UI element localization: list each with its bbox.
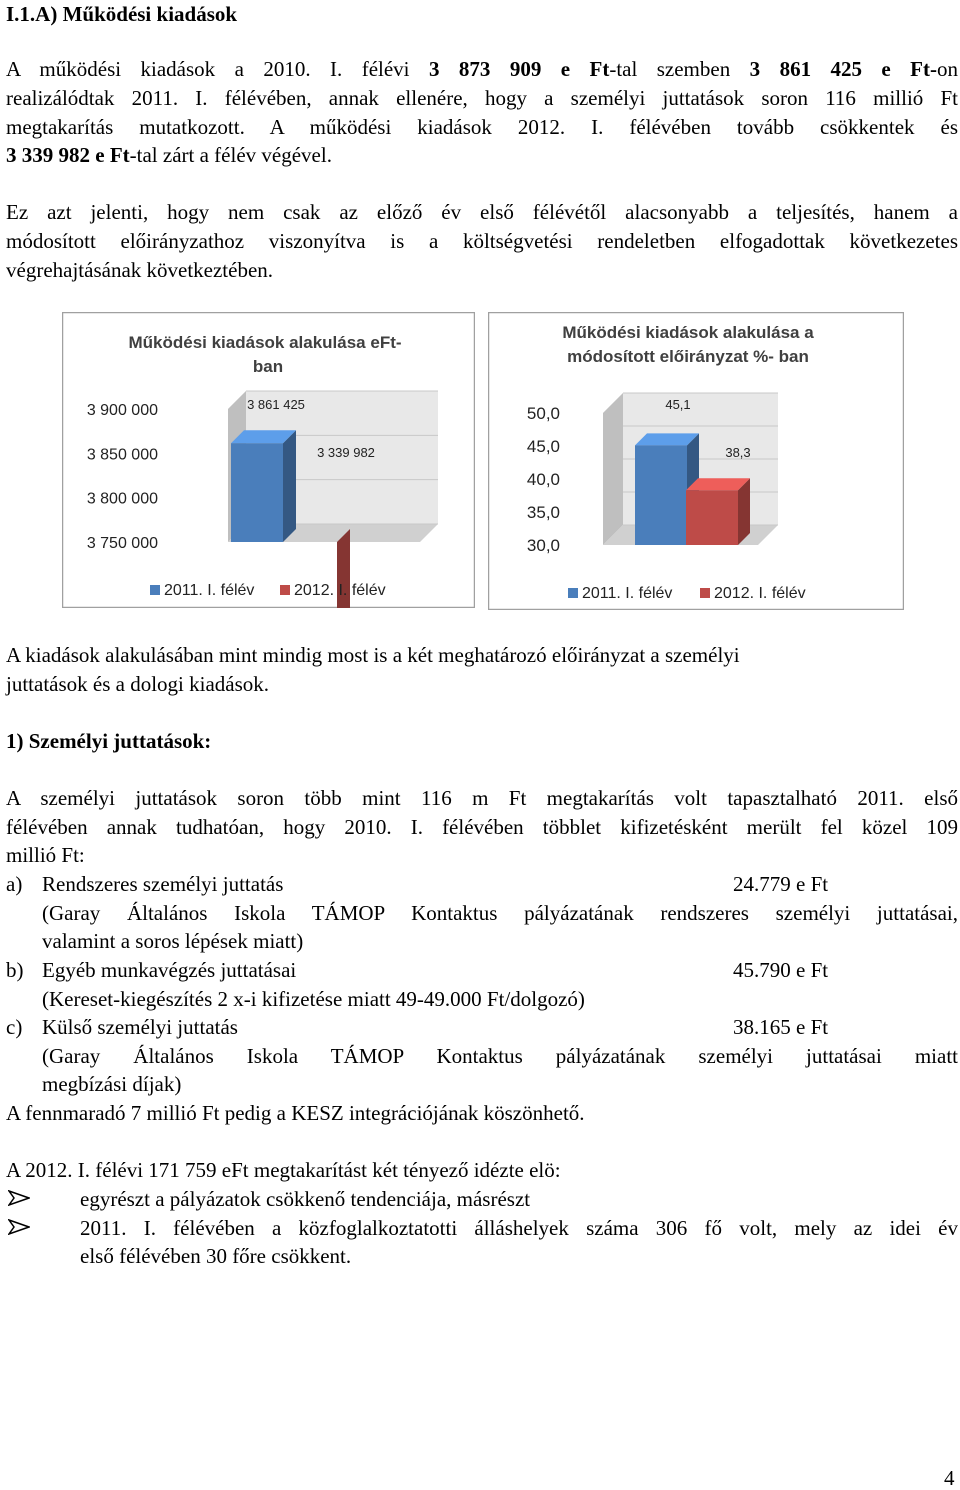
list-item-letter: b)	[6, 958, 24, 982]
data-label: 45,1	[665, 397, 691, 412]
list-item-note: (Garay Általános Iskola TÁMOP Kontaktus pályázatának rendszeres személyi juttatásai,	[42, 901, 958, 925]
paragraph-5: A fennmaradó 7 millió Ft pedig a KESZ integrációjának köszönhető.	[6, 1101, 585, 1125]
text-run: on	[937, 57, 958, 81]
list-item-letter: c)	[6, 1015, 23, 1039]
data-label: 38,3	[725, 445, 751, 460]
arrowhead-bullet-icon	[8, 1190, 30, 1206]
list-item-note: (Garay Általános Iskola TÁMOP Kontaktus pályázatának személyi juttatásai miatt	[42, 1044, 958, 1068]
bullet-item-line-1: egyrészt a pályázatok csökkenő tendenciája, másrészt	[80, 1187, 531, 1211]
y-tick-label: 40,0	[526, 470, 560, 489]
bar	[635, 445, 687, 545]
legend-label: 2012. I. félév	[714, 585, 806, 602]
legend-label: 2011. I. félév	[582, 585, 673, 602]
list-item-amount: 24.779 e Ft	[733, 872, 829, 896]
paragraph-4-line-1: A személyi juttatások soron több mint 116 m Ft megtakarítás volt tapasztalható 2011. első	[6, 786, 958, 810]
legend-label: 2012. I. félév	[294, 582, 386, 599]
subsection-heading: 1) Személyi juttatások:	[6, 729, 212, 753]
legend-swatch	[150, 585, 160, 595]
y-tick-label: 50,0	[526, 404, 560, 423]
legend-label: 2011. I. félév	[164, 582, 255, 599]
data-label: 3 861 425	[247, 397, 305, 412]
paragraph-4-line-3: millió Ft:	[6, 843, 85, 867]
chart-1-title-line-1: Működési kiadások alakulása eFt-	[128, 333, 402, 352]
text-run: 3 873 909 e Ft	[428, 57, 610, 81]
y-tick-label: 35,0	[526, 503, 560, 522]
y-tick-label: 3 800 000	[86, 490, 158, 508]
paragraph-6: A 2012. I. félévi 171 759 eFt megtakarítást két tényező idézte elö:	[6, 1158, 561, 1182]
arrowhead-bullet-icon	[8, 1219, 30, 1235]
list-item-amount: 38.165 e Ft	[733, 1015, 829, 1039]
bar-side	[283, 430, 296, 542]
paragraph-2-line-1: Ez azt jelenti, hogy nem csak az előző év első félévétől alacsonyabb a teljesítés, hanem a	[6, 200, 958, 224]
chart-2-title-line-1: Működési kiadások alakulása a	[562, 323, 814, 342]
plot-sidewall	[603, 393, 623, 545]
page-number: 4	[944, 1466, 955, 1490]
list-item-amount: 45.790 e Ft	[733, 958, 829, 982]
y-tick-label: 3 750 000	[86, 535, 158, 552]
text-run: A működési kiadások a 2010. I. félévi	[6, 57, 429, 81]
list-item-note: valamint a soros lépések miatt)	[42, 929, 304, 953]
list-item-name: Rendszeres személyi juttatás	[42, 872, 284, 896]
chart-2-title-line-2: módosított előirányzat %- ban	[567, 347, 809, 366]
paragraph-1-line-2: realizálódtak 2011. I. félévében, annak ellenére, hogy a személyi juttatások soron 116 millió Ft	[6, 86, 958, 110]
paragraph-3-line-2: juttatások és a dologi kiadások.	[6, 672, 270, 696]
bullet-item-line-2: első félévében 30 főre csökkent.	[80, 1244, 352, 1268]
y-tick-label: 3 900 000	[86, 402, 158, 419]
chart-percent	[488, 312, 904, 610]
paragraph-1-line-4	[6, 141, 332, 169]
text-run: -tal zárt a félév végével.	[129, 143, 332, 167]
text-run: 3 339 982 e Ft	[6, 143, 130, 167]
text-run: -tal szemben	[609, 57, 750, 81]
legend-swatch	[700, 588, 710, 598]
data-label: 3 339 982	[317, 445, 375, 460]
text-run: 3 861 425 e Ft-	[749, 57, 937, 81]
list-item-note: (Kereset-kiegészítés 2 x-i kifizetése miatt 49-49.000 Ft/dolgozó)	[42, 987, 585, 1011]
paragraph-1-line-1	[6, 55, 958, 83]
paragraph-3-line-1: A kiadások alakulásában mint mindig most is a két meghatározó előirányzat a személyi	[6, 643, 740, 667]
section-heading: I.1.A) Működési kiadások	[6, 2, 238, 26]
bar	[686, 490, 738, 545]
y-tick-label: 45,0	[526, 437, 560, 456]
y-tick-label: 30,0	[526, 536, 560, 555]
chart-eft	[62, 312, 475, 608]
list-item-letter: a)	[6, 872, 23, 896]
bar	[231, 443, 283, 542]
paragraph-2-line-2: módosított előirányzathoz viszonyítva is a költségvetési rendeletben elfogadottak következetes	[6, 229, 958, 253]
list-item-note: megbízási díjak)	[42, 1072, 182, 1096]
bullet-item-line-1: 2011. I. félévében a közfoglalkoztatotti álláshelyek száma 306 fő volt, mely az idei év	[80, 1216, 958, 1240]
legend-swatch	[568, 588, 578, 598]
list-item-name: Egyéb munkavégzés juttatásai	[42, 958, 297, 982]
paragraph-1-line-3: megtakarítás mutatkozott. A működési kiadások 2012. I. félévében tovább csökkentek és	[6, 115, 958, 139]
list-item-name: Külső személyi juttatás	[42, 1015, 238, 1039]
chart-1-title-line-2: ban	[252, 357, 284, 376]
paragraph-2-line-3: végrehajtásának következtében.	[6, 258, 274, 282]
y-tick-label: 3 850 000	[86, 446, 158, 464]
paragraph-4-line-2: félévében annak tudhatóan, hogy 2010. I. félévében többlet kifizetésként merült fel közel 109	[6, 815, 958, 839]
legend-swatch	[280, 585, 290, 595]
